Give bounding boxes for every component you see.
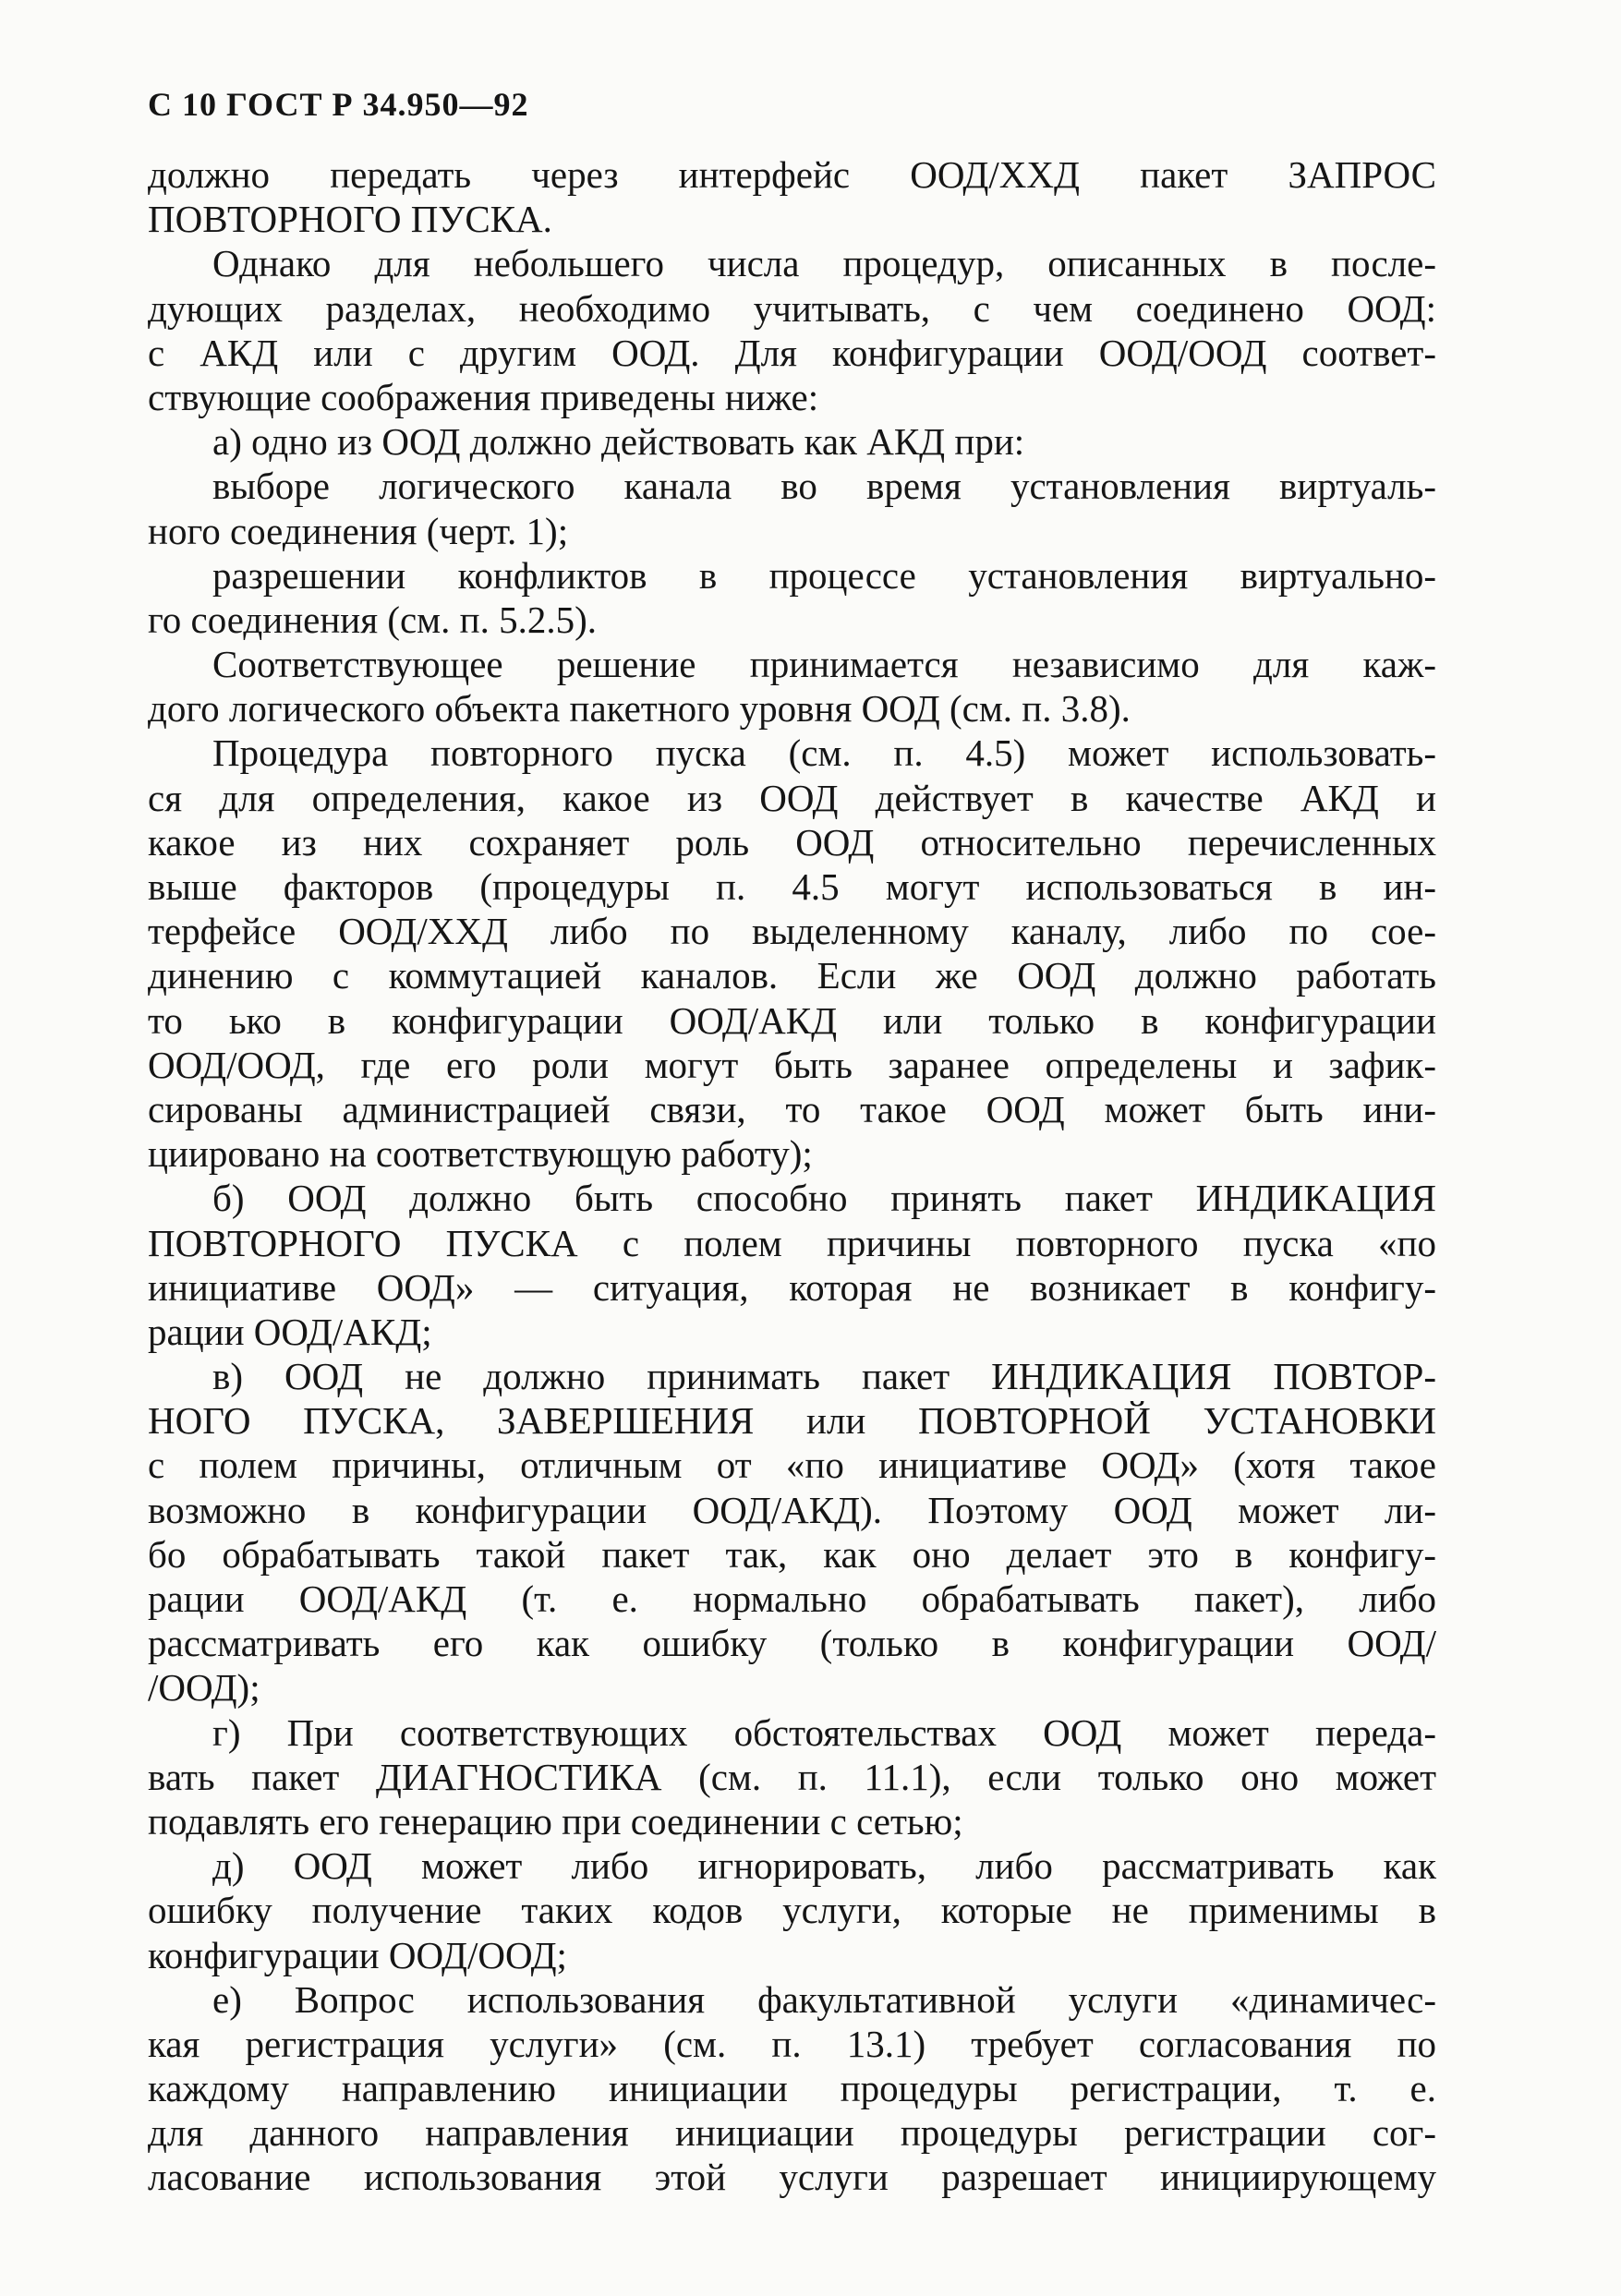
text-line: рации ООД/АКД;: [148, 1310, 432, 1353]
text-line: с полем причины, отличным от «по инициативе ООД» (хотя такое: [148, 1444, 1436, 1487]
text-line: е) Вопрос использования факультативной услуги «динамичес-: [212, 1977, 1436, 2021]
text-line: дого логического объекта пакетного уровня ООД (см. п. 3.8).: [148, 687, 1131, 731]
text-line: ного соединения (черт. 1);: [148, 509, 569, 552]
text-line: какое из них сохраняет роль ООД относительно перечисленных: [148, 820, 1436, 864]
text-line: то ько в конфигурации ООД/АКД или только в конфигурации: [148, 998, 1436, 1042]
text-line: рации ООД/АКД (т. е. нормально обрабатывать пакет), либо: [148, 1577, 1436, 1620]
page-header: С 10 ГОСТ Р 34.950—92: [148, 86, 529, 123]
text-line: должно передать через интерфейс ООД/ХХД пакет ЗАПРОС: [148, 153, 1436, 196]
text-line: дующих разделах, необходимо учитывать, с чем соединено ООД:: [148, 286, 1436, 330]
text-line: ПОВТОРНОГО ПУСКА с полем причины повторного пуска «по: [148, 1221, 1436, 1264]
text-line: в) ООД не должно принимать пакет ИНДИКАЦИЯ ПОВТОР-: [212, 1355, 1436, 1398]
text-line: рассматривать его как ошибку (только в конфигурации ООД/: [148, 1622, 1436, 1665]
text-line: каждому направлению инициации процедуры регистрации, т. е.: [148, 2067, 1436, 2110]
text-line: ошибку получение таких кодов услуги, которые не применимы в: [148, 1889, 1436, 1932]
text-line: Соответствующее решение принимается независимо для каж-: [212, 643, 1436, 686]
text-line: динению с коммутацией каналов. Если же ООД должно работать: [148, 954, 1436, 997]
text-line: а) одно из ООД должно действовать как АКД при:: [212, 420, 1025, 464]
text-line: вать пакет ДИАГНОСТИКА (см. п. 11.1), если только оно может: [148, 1755, 1436, 1798]
text-line: с АКД или с другим ООД. Для конфигурации ООД/ООД соответ-: [148, 331, 1436, 374]
text-line: сированы администрацией связи, то такое ООД может быть ини-: [148, 1087, 1436, 1130]
text-line: Процедура повторного пуска (см. п. 4.5) может использовать-: [212, 731, 1436, 775]
text-line: кая регистрация услуги» (см. п. 13.1) требует согласования по: [148, 2022, 1436, 2065]
text-line: го соединения (см. п. 5.2.5).: [148, 598, 597, 641]
text-line: /ООД);: [148, 1666, 260, 1710]
text-line: НОГО ПУСКА, ЗАВЕРШЕНИЯ или ПОВТОРНОЙ УСТАНОВКИ: [148, 1399, 1436, 1443]
text-line: для данного направления инициации процедуры регистрации сог-: [148, 2111, 1436, 2155]
text-line: выборе логического канала во время установления виртуаль-: [212, 465, 1436, 508]
text-line: ся для определения, какое из ООД действует в качестве АКД и: [148, 776, 1436, 819]
text-line: циировано на соответствующую работу);: [148, 1132, 813, 1176]
text-line: ствующие соображения приведены ниже:: [148, 375, 819, 418]
text-line: ООД/ООД, где его роли могут быть заранее определены и зафик-: [148, 1043, 1436, 1086]
body-text: [148, 152, 1436, 2200]
text-line: ласование использования этой услуги разрешает инициирующему: [148, 2156, 1436, 2199]
text-line: бо обрабатывать такой пакет так, как оно делает это в конфигу-: [148, 1532, 1436, 1576]
text-line: инициативе ООД» — ситуация, которая не возникает в конфигу-: [148, 1265, 1436, 1309]
text-line: г) При соответствующих обстоятельствах ООД может переда-: [212, 1710, 1436, 1754]
text-line: б) ООД должно быть способно принять пакет ИНДИКАЦИЯ: [212, 1177, 1436, 1220]
text-line: выше факторов (процедуры п. 4.5 могут использоваться в ин-: [148, 865, 1436, 908]
text-line: возможно в конфигурации ООД/АКД). Поэтому ООД может ли-: [148, 1488, 1436, 1531]
text-line: терфейсе ООД/ХХД либо по выделенному каналу, либо по сое-: [148, 910, 1436, 953]
text-line: конфигурации ООД/ООД;: [148, 1933, 567, 1976]
text-line: Однако для небольшего числа процедур, описанных в после-: [212, 242, 1436, 285]
text-line: ПОВТОРНОГО ПУСКА.: [148, 198, 552, 241]
text-line: подавлять его генерацию при соединении с сетью;: [148, 1799, 963, 1843]
text-line: разрешении конфликтов в процессе установления виртуально-: [212, 553, 1436, 597]
text-line: д) ООД может либо игнорировать, либо рассматривать как: [212, 1844, 1436, 1888]
